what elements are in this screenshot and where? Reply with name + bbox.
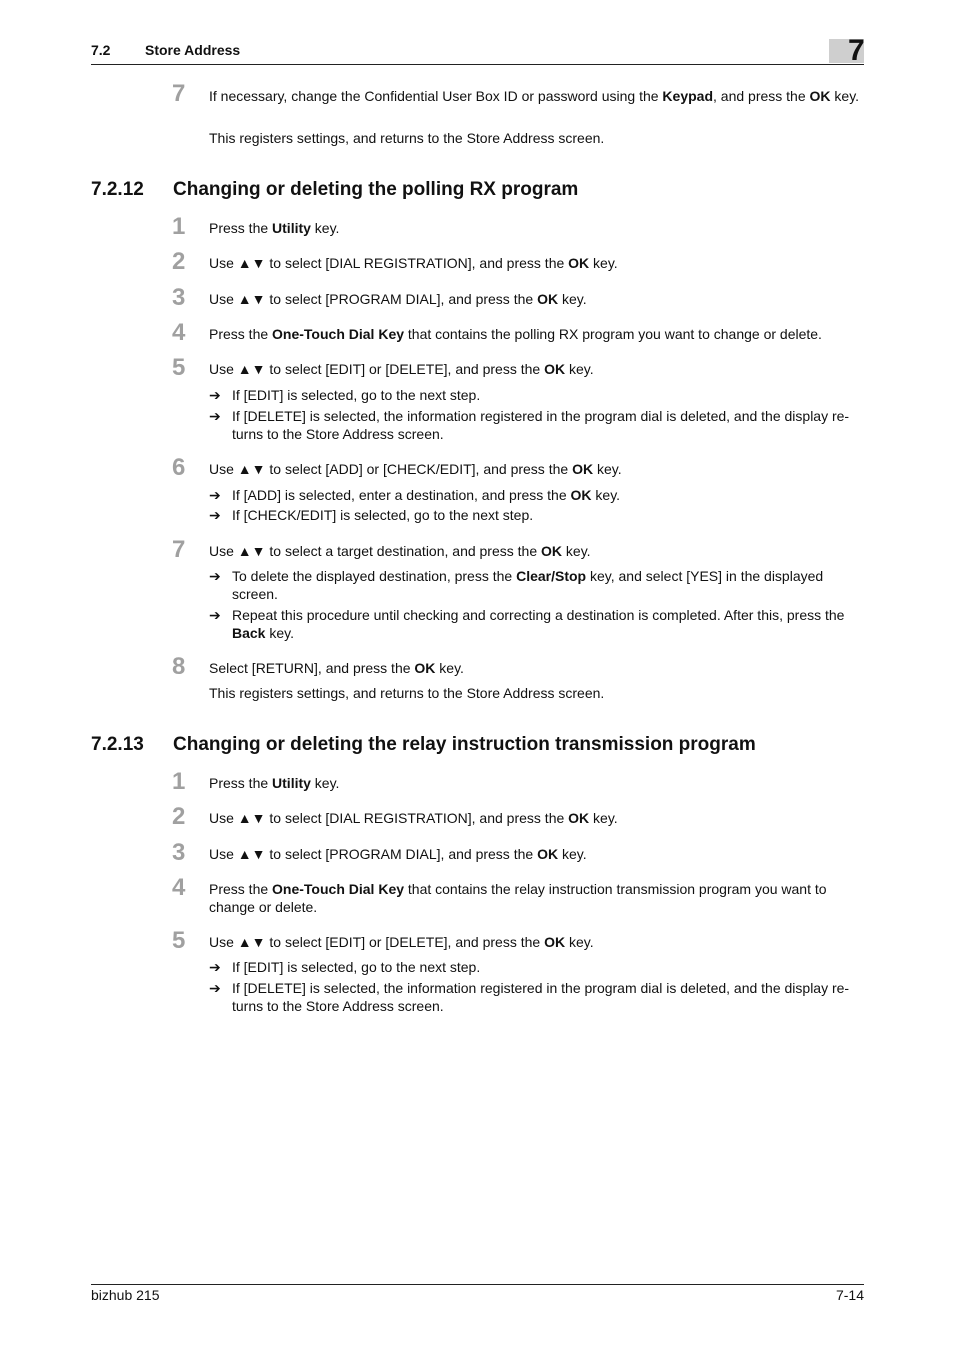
step-text: Press the One-Touch Dial Key that contains the polling RX program you want to change or delete. — [209, 326, 822, 342]
footer-page-number: 7-14 — [835, 1287, 864, 1303]
step-number: 1 — [172, 768, 186, 795]
sub-step: ➔ Repeat this procedure until checking and correcting a destination is completed. After this, press the Back key. — [209, 607, 845, 641]
sub-step: ➔ If [DELETE] is selected, the information registered in the program dial is deleted, and the display re-turns to the Store Address screen. — [209, 408, 850, 442]
step-number: 4 — [172, 874, 186, 901]
step-number: 1 — [172, 213, 186, 240]
sub-step: ➔ If [DELETE] is selected, the information registered in the program dial is deleted, and the display re-turns to the Store Address screen. — [209, 980, 850, 1014]
step-text: Use ▲▼ to select [ADD] or [CHECK/EDIT], and press the OK key. — [209, 461, 622, 477]
arrow-icon: ➔ — [209, 408, 221, 424]
section-number: 7.2.13 — [91, 734, 144, 755]
step-number: 8 — [172, 653, 186, 680]
step-number: 7 — [172, 536, 186, 563]
step-number: 6 — [172, 454, 186, 481]
arrow-icon: ➔ — [209, 980, 221, 996]
section-title: Changing or deleting the polling RX program — [173, 179, 579, 200]
section-number: 7.2.12 — [91, 179, 144, 200]
step-text: If necessary, change the Confidential User Box ID or password using the Keypad, and press the OK key. — [209, 88, 860, 104]
step-text: Use ▲▼ to select [DIAL REGISTRATION], and press the OK key. — [209, 810, 618, 826]
step-number: 5 — [172, 354, 186, 381]
step-text: Select [RETURN], and press the OK key. — [209, 660, 464, 676]
sub-step: ➔ To delete the displayed destination, press the Clear/Stop key, and select [YES] in the displayed screen. — [209, 568, 824, 602]
step-result: This registers settings, and returns to the Store Address screen. — [209, 685, 605, 701]
step-text: Press the One-Touch Dial Key that contains the relay instruction transmission program you want to change or delete. — [209, 881, 827, 915]
step-number: 2 — [172, 248, 186, 275]
step-number: 4 — [172, 319, 186, 346]
step-text: Press the Utility key. — [209, 775, 340, 791]
chapter-number: 7 — [848, 34, 865, 67]
step-result: This registers settings, and returns to the Store Address screen. — [209, 130, 605, 146]
arrow-icon: ➔ — [209, 568, 221, 584]
header-section-title: Store Address — [145, 42, 241, 58]
sub-step: ➔ If [ADD] is selected, enter a destination, and press the OK key. — [209, 487, 621, 503]
header-rule — [91, 64, 864, 65]
step-number: 7 — [172, 80, 186, 107]
step-text: Use ▲▼ to select a target destination, and press the OK key. — [209, 543, 591, 559]
arrow-icon: ➔ — [209, 607, 221, 623]
step-text: Use ▲▼ to select [PROGRAM DIAL], and press the OK key. — [209, 846, 587, 862]
header-section-number: 7.2 — [91, 42, 111, 58]
sub-step: ➔ If [CHECK/EDIT] is selected, go to the next step. — [209, 507, 534, 523]
arrow-icon: ➔ — [209, 487, 221, 503]
step-number: 5 — [172, 927, 186, 954]
arrow-icon: ➔ — [209, 387, 221, 403]
step-text: Use ▲▼ to select [EDIT] or [DELETE], and press the OK key. — [209, 361, 594, 377]
step-text: Use ▲▼ to select [DIAL REGISTRATION], and press the OK key. — [209, 255, 618, 271]
sub-step: ➔ If [EDIT] is selected, go to the next step. — [209, 959, 481, 975]
sub-step: ➔ If [EDIT] is selected, go to the next step. — [209, 387, 481, 403]
arrow-icon: ➔ — [209, 959, 221, 975]
footer-rule — [91, 1284, 864, 1285]
arrow-icon: ➔ — [209, 507, 221, 523]
section-title: Changing or deleting the relay instruction transmission program — [173, 734, 756, 755]
step-text: Use ▲▼ to select [EDIT] or [DELETE], and press the OK key. — [209, 934, 594, 950]
footer-product: bizhub 215 — [91, 1287, 160, 1303]
step-number: 3 — [172, 284, 186, 311]
step-text: Press the Utility key. — [209, 220, 340, 236]
step-text: Use ▲▼ to select [PROGRAM DIAL], and press the OK key. — [209, 291, 587, 307]
step-number: 3 — [172, 839, 186, 866]
step-number: 2 — [172, 803, 186, 830]
